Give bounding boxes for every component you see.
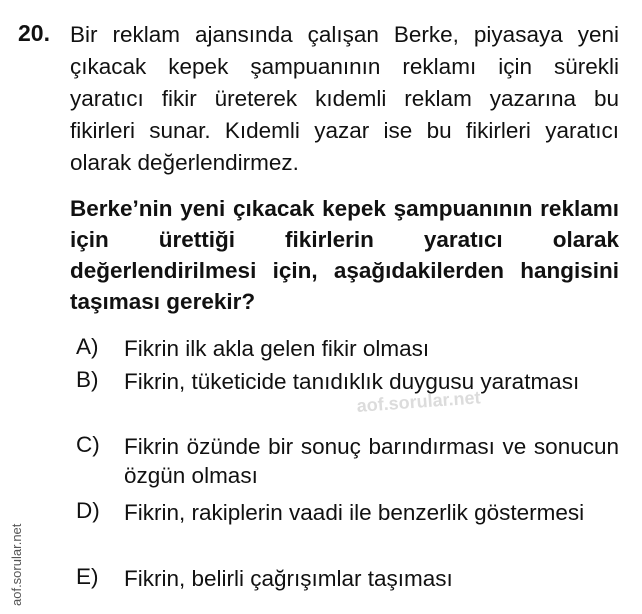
option-c-text[interactable]: Fikrin özünde bir sonuç barındırması ve sonucun özgün olması	[124, 434, 619, 488]
option-a-text[interactable]: Fikrin ilk akla gelen fikir olması	[124, 336, 430, 361]
option-a-letter[interactable]: A)	[76, 334, 99, 359]
watermark-center: aof.sorular.net	[356, 387, 482, 416]
option-e-letter[interactable]: E)	[76, 564, 99, 589]
watermark-side: aof.sorular.net	[9, 523, 24, 606]
option-b-letter[interactable]: B)	[76, 367, 99, 392]
option-b-text[interactable]: Fikrin, tüketicide tanıdıklık duygusu yaratması	[124, 369, 580, 394]
question-stem: Bir reklam ajansında çalışan Berke, piyasaya yeni çıkacak kepek şampuanının reklamı için sürekli yaratıcı fikir üreterek kıdemli reklam yazarına bu fikirleri sunar. Kıdemli yazar ise bu fikirleri yaratıcı olarak değerlendirmez.	[70, 22, 619, 175]
option-d-letter[interactable]: D)	[76, 498, 100, 523]
question-prompt: Berke’nin yeni çıkacak kepek şampuanının reklamı için ürettiği fikirlerin yaratıcı olarak değerlendirilmesi için, aşağıdakilerden hangisini taşıması gerekir?	[70, 196, 619, 314]
question-number: 20.	[18, 20, 50, 46]
option-d-text[interactable]: Fikrin, rakiplerin vaadi ile benzerlik göstermesi	[124, 500, 585, 525]
option-e-text[interactable]: Fikrin, belirli çağrışımlar taşıması	[124, 566, 453, 591]
option-c-letter[interactable]: C)	[76, 432, 100, 457]
